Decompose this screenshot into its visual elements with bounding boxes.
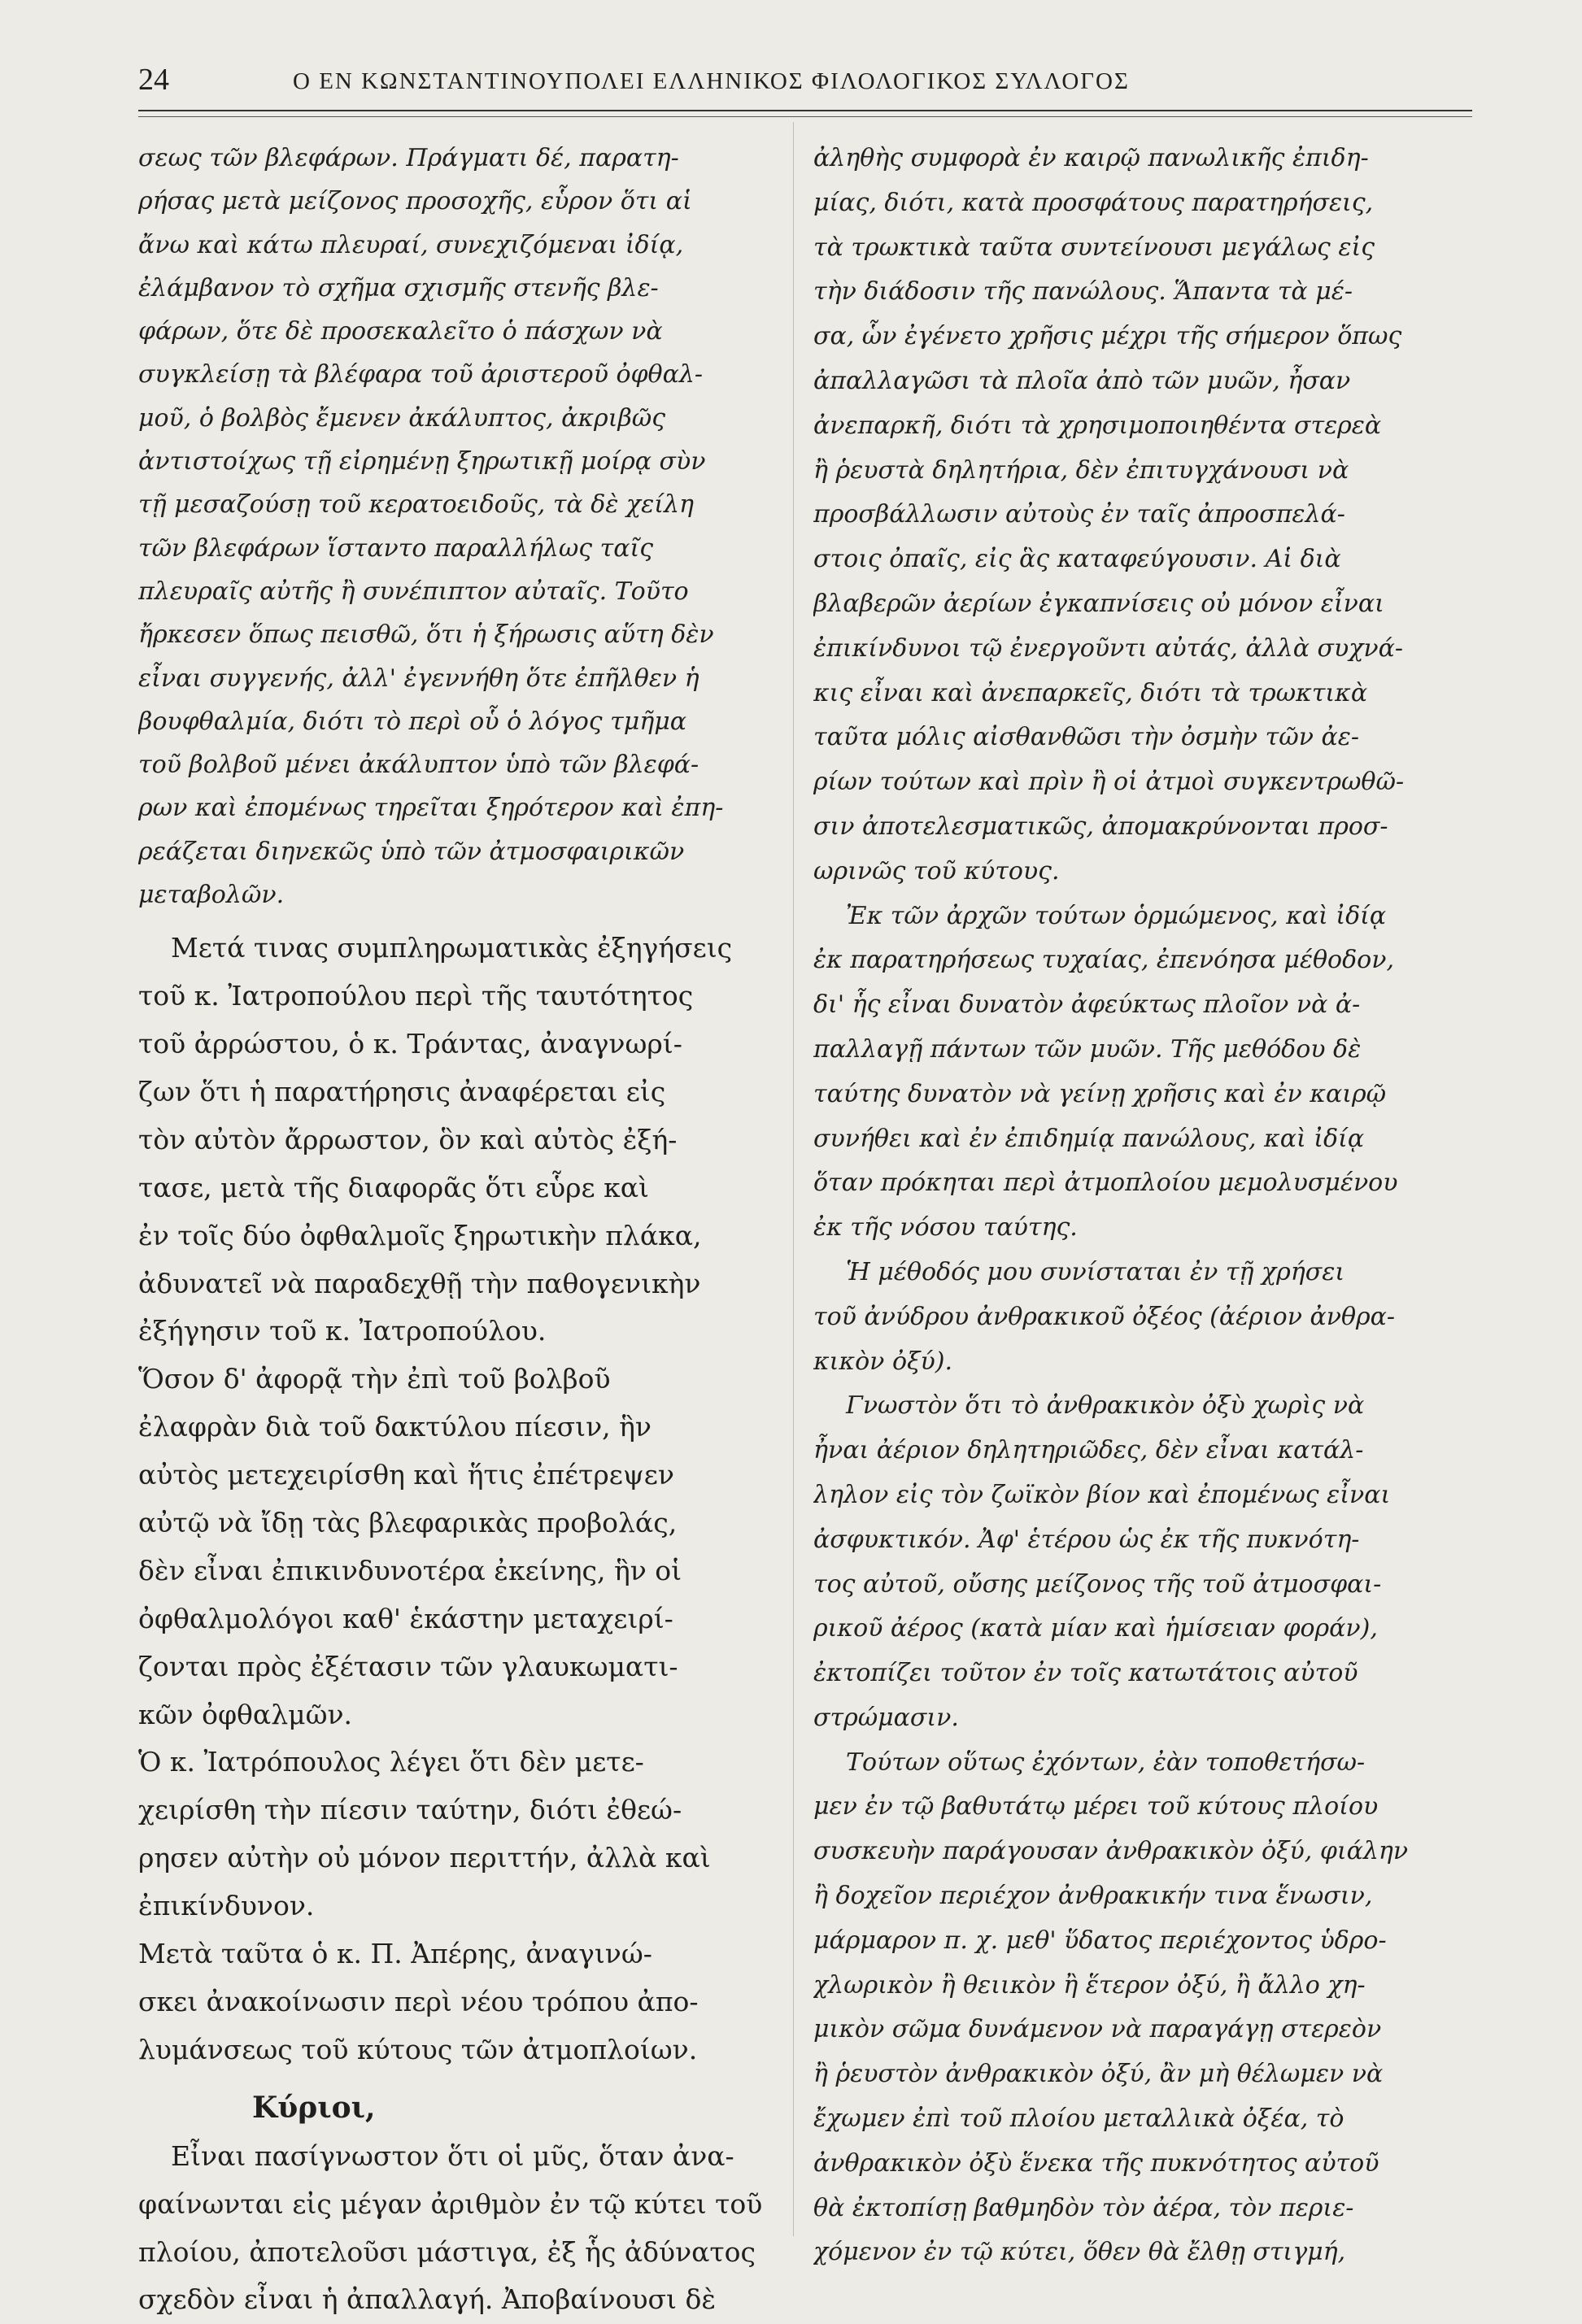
text-line: τῶν βλεφάρων ἵσταντο παραλλήλως ταῖς: [138, 533, 654, 563]
right-para-4: [813, 1384, 1464, 1740]
left-para-2: [138, 925, 782, 2074]
right-para-3: [813, 1251, 1464, 1384]
text-line: ἐκ παρατηρήσεως τυχαίας, ἐπενόησα μέθοδον,: [813, 946, 1394, 975]
text-line: ἀδυνατεῖ νὰ παραδεχθῇ τὴν παθογενικὴν: [138, 1267, 701, 1299]
text-line: δι' ἧς εἶναι δυνατὸν ἀφεύκτως πλοῖον νὰ ἀ-: [813, 990, 1361, 1020]
left-column: [138, 137, 782, 2324]
text-line: παλλαγῇ πάντων τῶν μυῶν. Τῆς μεθόδου δὲ: [813, 1034, 1362, 1064]
text-line: τὴν διάδοσιν τῆς πανώλους. Ἅπαντα τὰ μέ-: [813, 277, 1353, 307]
text-line: χόμενον ἐν τῷ κύτει, ὅθεν θὰ ἔλθῃ στιγμή,: [813, 2238, 1346, 2267]
text-line: ἤρκεσεν ὅπως πεισθῶ, ὅτι ἡ ξήρωσις αὕτη δὲν: [138, 620, 714, 650]
text-line: ἀληθὴς συμφορὰ ἐν καιρῷ πανωλικῆς ἐπιδη-: [813, 144, 1369, 172]
text-line: μεν ἐν τῷ βαθυτάτῳ μέρει τοῦ κύτους πλοίου: [813, 1792, 1379, 1821]
text-line: ἐκτοπίζει τοῦτον ἐν τοῖς κατωτάτοις αὐτοῦ: [813, 1659, 1358, 1688]
text-line: ἀνεπαρκῆ, διότι τὰ χρησιμοποιηθέντα στερεὰ: [813, 411, 1382, 440]
text-line: ρων καὶ ἐπομένως τηρεῖται ξηρότερον καὶ ἐπη-: [138, 794, 724, 823]
text-line: χλωρικὸν ἢ θειικὸν ἢ ἕτερον ὀξύ, ἢ ἄλλο χη-: [813, 1970, 1366, 2000]
text-line: στρώμασιν.: [813, 1703, 959, 1732]
text-line: ἀσφυκτικόν. Ἀφ' ἑτέρου ὡς ἐκ τῆς πυκνότη-: [813, 1525, 1360, 1554]
right-para-2: [813, 894, 1464, 1251]
text-line: ρικοῦ ἀέρος (κατὰ μίαν καὶ ἡμίσειαν φοράν),: [813, 1614, 1378, 1643]
text-line: πλοίου, ἀποτελοῦσι μάστιγα, ἐξ ἧς ἀδύνατος: [138, 2235, 756, 2268]
text-line: συσκευὴν παράγουσαν ἀνθρακικὸν ὀξύ, φιάλην: [813, 1837, 1409, 1866]
text-line: ὀφθαλμολόγοι καθ' ἑκάστην μεταχειρί-: [138, 1602, 673, 1634]
text-line: τοῦ βολβοῦ μένει ἀκάλυπτον ὑπὸ τῶν βλεφά-: [138, 751, 699, 780]
text-line: ταῦτα μόλις αἰσθανθῶσι τὴν ὀσμὴν τῶν ἀε-: [813, 723, 1359, 752]
text-line: πλευραῖς αὐτῆς ἢ συνέπιπτον αὐταῖς. Τοῦτο: [138, 577, 689, 606]
text-line: ταύτης δυνατὸν νὰ γείνῃ χρῆσις καὶ ἐν καιρῷ: [813, 1079, 1387, 1108]
running-title: Ο ΕΝ ΚΩΝΣΤΑΝΤΙΝΟΥΠΟΛΕΙ ΕΛΛΗΝΙΚΟΣ ΦΙΛΟΛΟΓΙΚΟΣ ΣΥΛΛΟΓΟΣ: [293, 68, 1130, 94]
text-line: Εἶναι πασίγνωστον ὅτι οἱ μῦς, ὅταν ἀνα-: [171, 2139, 734, 2172]
text-line: φάρων, ὅτε δὲ προσεκαλεῖτο ὁ πάσχων νὰ: [138, 317, 663, 346]
text-line: δὲν εἶναι ἐπικινδυνοτέρα ἐκείνης, ἣν οἱ: [138, 1554, 682, 1586]
left-para-1: [138, 137, 782, 916]
text-line: φαίνωνται εἰς μέγαν ἀριθμὸν ἐν τῷ κύτει τοῦ: [138, 2187, 763, 2220]
text-line: Τούτων οὕτως ἐχόντων, ἐὰν τοποθετήσω-: [846, 1747, 1366, 1777]
text-line: Μετὰ ταῦτα ὁ κ. Π. Ἀπέρης, ἀναγινώ-: [138, 1938, 652, 1970]
text-line: ρήσας μετὰ μείζονος προσοχῆς, εὗρον ὅτι αἱ: [138, 187, 692, 216]
page-header: [138, 62, 1472, 111]
text-line: λυμάνσεως τοῦ κύτους τῶν ἀτμοπλοίων.: [138, 2033, 698, 2065]
text-line: ληλον εἰς τὸν ζωϊκὸν βίον καὶ ἐπομένως εἶναι: [813, 1480, 1391, 1509]
text-line: ἄνω καὶ κάτω πλευραί, συνεχιζόμεναι ἰδίᾳ,: [138, 230, 684, 259]
text-line: αὐτῷ νὰ ἴδῃ τὰς βλεφαρικὰς προβολάς,: [138, 1507, 678, 1539]
text-line: βουφθαλμία, διότι τὸ περὶ οὗ ὁ λόγος τμῆμα: [138, 707, 686, 736]
text-line: αὐτὸς μετεχειρίσθη καὶ ἥτις ἐπέτρεψεν: [138, 1459, 674, 1491]
text-line: Ἐκ τῶν ἀρχῶν τούτων ὁρμώμενος, καὶ ἰδίᾳ: [846, 901, 1387, 930]
page-number: 24: [138, 63, 169, 97]
text-line: ὅταν πρόκηται περὶ ἀτμοπλοίου μεμολυσμένου: [813, 1169, 1398, 1198]
text-line: τασε, μετὰ τῆς διαφορᾶς ὅτι εὗρε καὶ: [138, 1171, 649, 1203]
paragraph-gap: [138, 916, 782, 925]
text-line: ωρινῶς τοῦ κύτους.: [813, 856, 1060, 886]
text-line: ἢ δοχεῖον περιέχον ἀνθρακικήν τινα ἕνωσιν,: [813, 1882, 1373, 1911]
text-line: Ὁ κ. Ἰατρόπουλος λέγει ὅτι δὲν μετε-: [138, 1746, 644, 1778]
text-line: ἐπικίνδυνοι τῷ ἐνεργοῦντι αὐτάς, ἀλλὰ συχνά-: [813, 633, 1404, 663]
text-line: σκει ἀνακοίνωσιν περὶ νέου τρόπου ἀπο-: [138, 1985, 699, 2017]
text-line: ζονται πρὸς ἐξέτασιν τῶν γλαυκωματι-: [138, 1650, 678, 1682]
text-line: μάρμαρον π. χ. μεθ' ὕδατος περιέχοντος ὑδρο-: [813, 1926, 1387, 1955]
text-line: τὰ τρωκτικὰ ταῦτα συντείνουσι μεγάλως εἰς: [813, 233, 1375, 262]
right-para-5: [813, 1741, 1464, 2276]
text-line: Μετά τινας συμπληρωματικὰς ἐξηγήσεις: [171, 932, 733, 964]
text-line: ρίων τούτων καὶ πρὶν ἢ οἱ ἀτμοὶ συγκεντρωθῶ-: [813, 768, 1405, 797]
text-line: ἐλάμβανον τὸ σχῆμα σχισμῆς στενῆς βλε-: [138, 273, 659, 302]
text-line: ρεάζεται διηνεκῶς ὑπὸ τῶν ἀτμοσφαιρικῶν: [138, 837, 685, 866]
header-rule-thin: [138, 116, 1472, 117]
text-line: τος αὐτοῦ, οὔσης μείζονος τῆς τοῦ ἀτμοσφαι-: [813, 1569, 1382, 1599]
text-line: χειρίσθη τὴν πίεσιν ταύτην, διότι ἐθεώ-: [138, 1794, 682, 1826]
text-line: ἢ ῥευστὰ δηλητήρια, δὲν ἐπιτυγχάνουσι νὰ: [813, 455, 1349, 485]
text-line: κις εἶναι καὶ ἀνεπαρκεῖς, διότι τὰ τρωκτικὰ: [813, 678, 1368, 707]
text-line: ἐν τοῖς δύο ὀφθαλμοῖς ξηρωτικὴν πλάκα,: [138, 1219, 702, 1251]
text-line: ρησεν αὐτὴν οὐ μόνον περιττήν, ἀλλὰ καὶ: [138, 1842, 711, 1874]
text-line: βλαβερῶν ἀερίων ἐγκαπνίσεις οὐ μόνον εἶναι: [813, 589, 1384, 618]
text-line: ἢ ῥευστὸν ἀνθρακικὸν ὀξύ, ἂν μὴ θέλωμεν νὰ: [813, 2060, 1384, 2089]
address-heading: Κύριοι,: [252, 2090, 376, 2125]
text-line: τῇ μεσαζούσῃ τοῦ κερατοειδοῦς, τὰ δὲ χείλη: [138, 490, 694, 520]
text-line: συνήθει καὶ ἐν ἐπιδημίᾳ πανώλους, καὶ ἰδίᾳ: [813, 1124, 1365, 1153]
text-line: Γνωστὸν ὅτι τὸ ἀνθρακικὸν ὀξὺ χωρὶς νὰ: [846, 1391, 1365, 1421]
text-line: σα, ὧν ἐγένετο χρῆσις μέχρι τῆς σήμερον ὅπως: [813, 322, 1402, 351]
text-line: μίας, διότι, κατὰ προσφάτους παρατηρήσεις,: [813, 188, 1374, 217]
text-line: μεταβολῶν.: [138, 881, 285, 910]
text-line: ζων ὅτι ἡ παρατήρησις ἀναφέρεται εἰς: [138, 1076, 666, 1108]
text-line: συγκλείσῃ τὰ βλέφαρα τοῦ ἀριστεροῦ ὀφθαλ-: [138, 360, 703, 390]
text-line: τὸν αὐτὸν ἄρρωστον, ὃν καὶ αὐτὸς ἐξή-: [138, 1123, 678, 1155]
text-line: τοῦ ἀρρώστου, ὁ κ. Τράντας, ἀναγνωρί-: [138, 1028, 682, 1060]
text-line: τοῦ ἀνύδρου ἀνθρακικοῦ ὀξέος (ἀέριον ἀνθρα-: [813, 1302, 1396, 1331]
text-line: τοῦ κ. Ἰατροπούλου περὶ τῆς ταυτότητος: [138, 980, 694, 1012]
text-line: ἀνθρακικὸν ὀξὺ ἕνεκα τῆς πυκνότητος αὐτοῦ: [813, 2148, 1379, 2178]
text-line: ἀντιστοίχως τῇ εἰρημένῃ ξηρωτικῇ μοίρᾳ σὺν: [138, 447, 706, 477]
text-line: κικὸν ὀξύ).: [813, 1347, 953, 1376]
text-line: Ὅσον δ' ἀφορᾷ τὴν ἐπὶ τοῦ βολβοῦ: [138, 1363, 611, 1395]
text-line: εἶναι συγγενής, ἀλλ' ἐγεννήθη ὅτε ἐπῆλθεν ἡ: [138, 664, 699, 693]
left-para-3: [138, 2133, 782, 2324]
text-line: σιν ἀποτελεσματικῶς, ἀπομακρύνονται προσ-: [813, 812, 1388, 841]
paragraph-gap: [138, 2074, 782, 2082]
text-line: στοις ὀπαῖς, εἰς ἃς καταφεύγουσιν. Αἱ διὰ: [813, 545, 1341, 574]
text-line: ἐκ τῆς νόσου ταύτης.: [813, 1213, 1078, 1243]
text-line: μικὸν σῶμα δυνάμενον νὰ παραγάγῃ στερεὸν: [813, 2015, 1382, 2044]
text-line: ἔχωμεν ἐπὶ τοῦ πλοίου μεταλλικὰ ὀξέα, τὸ: [813, 2104, 1344, 2134]
right-para-1: [813, 137, 1464, 894]
right-column: [813, 137, 1464, 2275]
text-line: ἦναι ἀέριον δηλητηριῶδες, δὲν εἶναι κατάλ-: [813, 1436, 1364, 1465]
text-line: ἐξήγησιν τοῦ κ. Ἰατροπούλου.: [138, 1315, 547, 1347]
column-divider: [793, 122, 794, 2236]
header-rule: [138, 110, 1472, 111]
text-line: ἐλαφρὰν διὰ τοῦ δακτύλου πίεσιν, ἣν: [138, 1411, 652, 1443]
text-line: ἐπικίνδυνον.: [138, 1890, 315, 1922]
text-line: ἀπαλλαγῶσι τὰ πλοῖα ἀπὸ τῶν μυῶν, ἦσαν: [813, 366, 1351, 395]
text-line: σεως τῶν βλεφάρων. Πράγματι δέ, παρατη-: [138, 144, 679, 172]
text-line: θὰ ἐκτοπίσῃ βαθμηδὸν τὸν ἀέρα, τὸν περιε-: [813, 2193, 1354, 2222]
text-line: προσβάλλωσιν αὐτοὺς ἐν ταῖς ἀπροσπελά-: [813, 500, 1345, 529]
text-line: κῶν ὀφθαλμῶν.: [138, 1698, 353, 1730]
text-line: Ἡ μέθοδός μου συνίσταται ἐν τῇ χρήσει: [846, 1257, 1345, 1286]
text-line: μοῦ, ὁ βολβὸς ἔμενεν ἀκάλυπτος, ἀκριβῶς: [138, 403, 666, 433]
text-line: σχεδὸν εἶναι ἡ ἀπαλλαγή. Ἀποβαίνουσι δὲ: [138, 2283, 717, 2316]
